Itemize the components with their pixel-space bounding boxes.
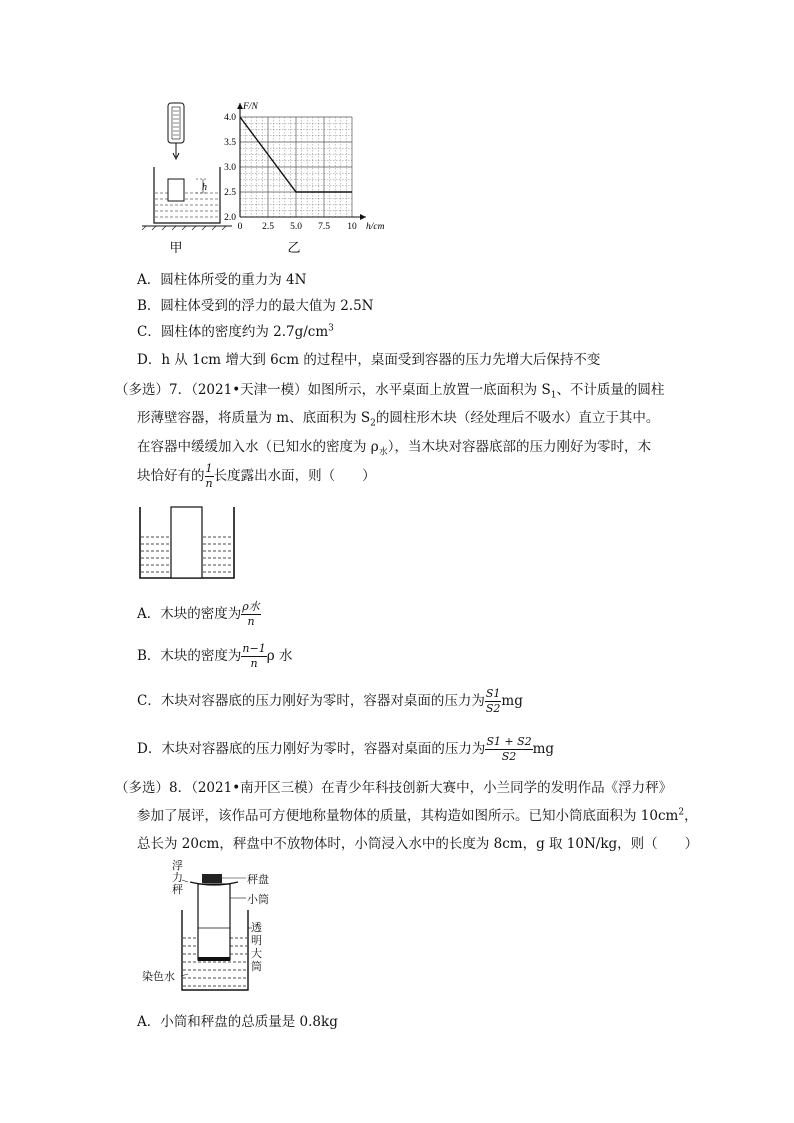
label-fuliche: 浮力秤: [172, 859, 183, 896]
q7-option-c-den: S2: [485, 702, 501, 715]
q7-fraction: [205, 462, 214, 491]
q8-line-3: 总长为 20cm，秤盘中不放物体时，小筒浸入水中的长度为 8cm，g 取 10N/kg，则（ ）: [137, 836, 699, 852]
q7-line-4b: 长度露出水面，则（ ）: [213, 468, 376, 484]
q6-option-d: D．h 从 1cm 增大到 6cm 的过程中，桌面受到容器的压力先增大后保持不变: [137, 352, 601, 368]
q7-option-c-text: C．木块对容器底的压力刚好为零时，容器对桌面的压力为: [137, 693, 485, 709]
y-tick-label: 2.0: [224, 213, 236, 223]
q7-option-d-frac: [485, 735, 532, 764]
q7-line-3-text: 在容器中缓缓加入水（已知水的密度为 ρ: [137, 439, 379, 455]
q7-line-3-sub: 水: [378, 447, 388, 458]
q7-line-2: [137, 406, 659, 429]
q7-option-d-den: S2: [501, 750, 517, 763]
q7-option-a: [137, 600, 261, 629]
x-axis-label: h/cm: [366, 222, 385, 232]
q7-option-c-post: mg: [501, 693, 523, 709]
x-tick-label: 2.5: [262, 222, 274, 232]
q6-option-b: B．圆柱体受到的浮力的最大值为 2.5N: [137, 298, 374, 314]
q7-line-2b: 的圆柱形木块（经处理后不吸水）直立于其中。: [375, 410, 660, 426]
q7-line-1-sub: 1: [550, 390, 557, 401]
apparatus-jia: [142, 103, 232, 230]
q6-option-c-sup: 3: [328, 323, 334, 334]
q7-option-d-text: D．木块对容器底的压力刚好为零时，容器对桌面的压力为: [137, 741, 486, 757]
x-tick-label: 7.5: [318, 222, 330, 232]
q7-line-4: [137, 462, 376, 491]
y-tick-label: 3.0: [224, 163, 236, 173]
q7-line-2a: 形薄壁容器，将质量为 m、底面积为 S: [137, 410, 371, 426]
label-xiaotong: 小筒: [247, 893, 269, 906]
h-label: h: [202, 182, 207, 193]
y-axis-label: F/N: [243, 102, 258, 112]
q7-option-a-frac: [241, 600, 260, 629]
graph-yi: [224, 102, 384, 232]
label-chengpan: 秤盘: [247, 873, 269, 886]
q7-figure: [138, 505, 238, 581]
q7-option-b-den: n: [250, 657, 258, 670]
q7-option-d-post: mg: [532, 741, 555, 757]
y-tick-label: 2.5: [224, 188, 236, 198]
q8-line-2-sup: 2: [678, 807, 685, 818]
q8-line-2: [137, 804, 698, 824]
q7-option-d-num: S1 + S2: [486, 735, 532, 748]
q7-option-a-den: n: [247, 615, 255, 628]
q6-option-c-text: C．圆柱体的密度约为 2.7g/cm: [137, 324, 329, 340]
q7-line-3: [137, 435, 651, 458]
x-tick-label: 0: [237, 222, 243, 232]
q7-option-b-post: ρ 水: [266, 648, 293, 664]
q7-option-b-text: B．木块的密度为: [137, 648, 242, 664]
x-tick-label: 5.0: [290, 222, 302, 232]
q6-option-a: A．圆柱体所受的重力为 4N: [137, 272, 307, 288]
q7-option-b-frac: [241, 642, 266, 671]
q7-option-d: [137, 735, 554, 764]
q6-option-c: [137, 320, 334, 340]
y-tick-label: 3.5: [224, 138, 236, 148]
q7-frac-num: 1: [205, 462, 213, 475]
figure-1: [140, 95, 385, 256]
q7-line-1-text: （多选）7．（2021•天津一模）如图所示，水平桌面上放置一底面积为 S: [115, 382, 551, 398]
q7-line-3-rest: ），当木块对容器底部的压力刚好为零时，木: [387, 439, 651, 455]
q7-line-2-sub: 2: [370, 418, 376, 429]
q7-option-c-frac: [485, 687, 502, 716]
label-datong: 透明大筒: [251, 921, 262, 973]
q7-option-c: [137, 687, 523, 716]
q7-option-b-num: n−1: [242, 642, 266, 655]
q7-option-b: [137, 642, 292, 671]
q8-line-1: （多选）8．（2021•南开区三模）在青少年科技创新大赛中，小兰同学的发明作品《浮力秤》: [115, 780, 673, 796]
label-ranseshui: 染色水: [142, 970, 175, 983]
q7-frac-den: n: [205, 477, 213, 490]
label-jia: 甲: [169, 241, 183, 256]
q8-line-2a: 参加了展评，该作品可方便地称量物体的质量，其构造如图所示。已知小筒底面积为 10cm: [137, 808, 679, 824]
q7-option-c-num: S1: [485, 687, 501, 700]
q7-line-1: [115, 378, 664, 401]
x-tick-label: 10: [347, 222, 357, 232]
label-yi: 乙: [287, 241, 301, 256]
q7-option-a-num: ρ水: [242, 600, 260, 613]
q8-option-a: A．小筒和秤盘的总质量是 0.8kg: [137, 1014, 338, 1030]
q8-line-2b: ，: [684, 808, 698, 824]
q7-option-a-text: A．木块的密度为: [137, 606, 242, 622]
q7-line-1-rest: 、不计质量的圆柱: [556, 382, 665, 398]
y-tick-label: 4.0: [224, 113, 236, 123]
q7-line-4a: 块恰好有的: [137, 468, 205, 484]
x-axis-arrow: [360, 214, 366, 220]
